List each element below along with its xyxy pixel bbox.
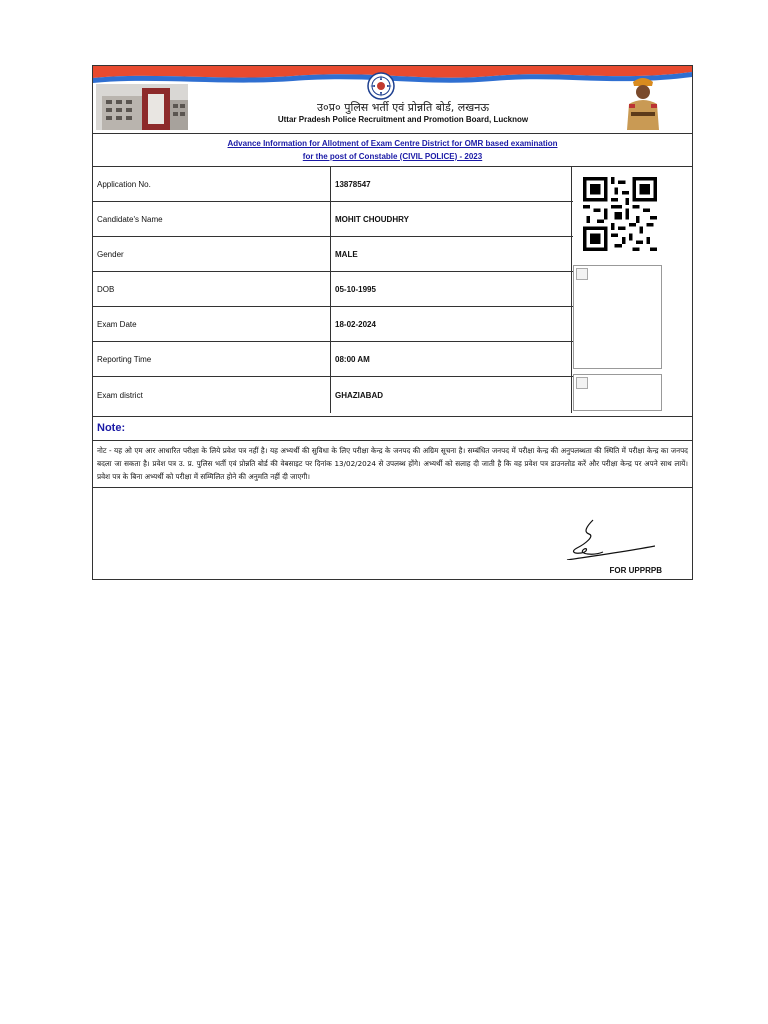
emblem-icon: [367, 72, 395, 100]
row-value: 13878547: [331, 167, 572, 201]
row-label: Reporting Time: [93, 342, 331, 376]
row-label: Application No.: [93, 167, 331, 201]
table-row: [93, 202, 573, 237]
row-value: MALE: [331, 237, 572, 271]
advance-info-heading: [93, 133, 692, 167]
row-label: Exam district: [93, 377, 331, 413]
header-banner: [93, 66, 692, 134]
table-row: [93, 377, 573, 413]
table-row: [93, 272, 573, 307]
building-image: [96, 84, 188, 130]
broken-image-icon: [576, 268, 588, 280]
advance-info-link-line2[interactable]: for the post of Constable (CIVIL POLICE) - 2023: [302, 152, 483, 161]
row-value: 08:00 AM: [331, 342, 572, 376]
row-value: MOHIT CHOUDHRY: [331, 202, 572, 236]
qr-code: [583, 177, 657, 251]
row-label: DOB: [93, 272, 331, 306]
english-title: Uttar Pradesh Police Recruitment and Promotion Board, Lucknow: [277, 115, 529, 124]
authority-signature: [563, 516, 655, 560]
police-officer-image: [621, 76, 665, 130]
hindi-title: उ०प्र० पुलिस भर्ती एवं प्रोन्नति बोर्ड, लखनऊ: [317, 101, 489, 114]
table-row: [93, 342, 573, 377]
admit-info-card: [92, 65, 693, 580]
authority-signature-area: [93, 488, 692, 579]
table-row: [93, 237, 573, 272]
advance-info-link-line1[interactable]: Advance Information for Allotment of Exam Centre District for OMR based examination: [227, 139, 558, 148]
row-value: 05-10-1995: [331, 272, 572, 306]
row-value: GHAZIABAD: [331, 377, 572, 413]
table-row: [93, 167, 573, 202]
photo-column: [573, 167, 692, 416]
details-table: [93, 167, 573, 413]
note-heading: Note:: [93, 416, 692, 441]
row-label: Gender: [93, 237, 331, 271]
row-label: Candidate's Name: [93, 202, 331, 236]
broken-image-icon: [576, 377, 588, 389]
for-upprpb-label: FOR UPPRPB: [609, 566, 662, 575]
row-label: Exam Date: [93, 307, 331, 341]
note-text: नोट - यह ओ एम आर आधारित परीक्षा के लिये प्रवेश पत्र नहीं है। यह अभ्यर्थी की सुविधा के लिए परीक्षा केन्द्र के जनपद की अग्रिम सूचना है। सम्बंधित जनपद में परीक्षा केन्द्र की अनुपलब्धता की स्थिति में परीक्षा केन्द्र का जनपद बदला जा सकता है। प्रवेश पत्र उ. प्र. पुलिस भर्ती एवं प्रोन्नति बोर्ड की वेबसाइट पर दिनांक 13/02/2024 से उपलब्ध होंगे। अभ्यर्थी को सलाह दी जाती है कि वह प्रवेश पत्र डाउनलोड करें और परीक्षा केन्द्र पर अपने साथ लायें। प्रवेश पत्र के बिना अभ्यर्थी को परीक्षा में सम्मिलित होने की अनुमति नहीं दी जाएगी।: [93, 441, 692, 488]
candidate-signature: [573, 374, 662, 411]
candidate-photo: [573, 265, 662, 369]
table-row: [93, 307, 573, 342]
row-value: 18-02-2024: [331, 307, 572, 341]
